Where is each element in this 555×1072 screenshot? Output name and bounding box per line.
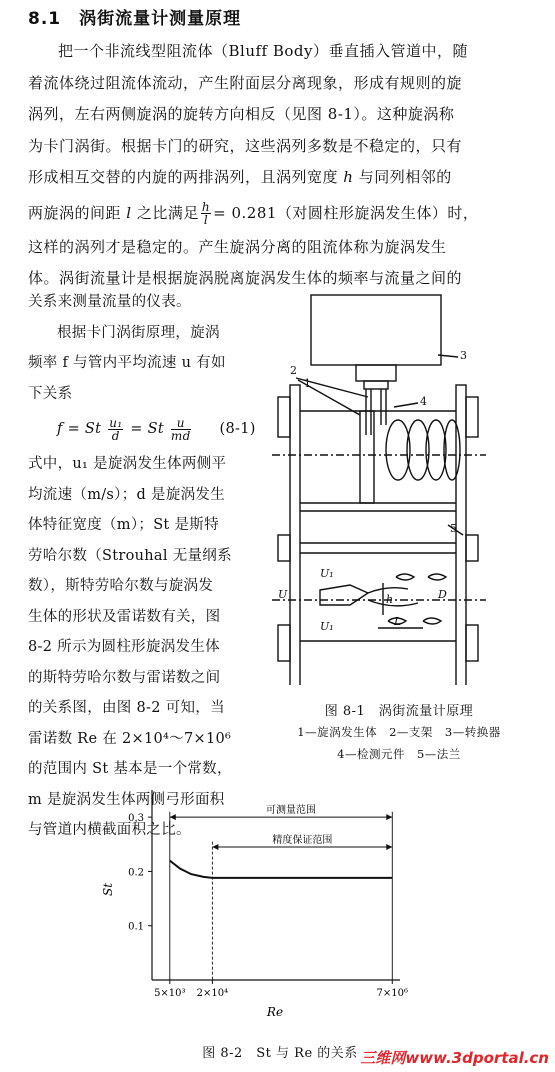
- text-line: 数），斯特劳哈尔数与旋涡发: [28, 578, 214, 594]
- formula-8-1: f = St $\frac{\text{u₁}}{d}$ = St $\frac{u}{md}$ (8-1): [57, 415, 256, 443]
- y-tick-label: 0.2: [128, 867, 144, 879]
- watermark: 三维网www.3dportal.cn: [360, 1049, 549, 1067]
- x-axis-label: Re: [266, 1005, 284, 1019]
- st-re-curve: [170, 861, 392, 878]
- text-line: 雷诺数 Re 在 2×10⁴～7×10⁶: [28, 730, 232, 747]
- x-tick-label: 5×10³: [154, 988, 186, 999]
- figure-8-2-chart: [100, 780, 420, 1020]
- text-line: 根据卡门涡街原理，旋涡: [57, 324, 220, 341]
- text-line: 均流速（m/s）；d 是旋涡发生: [28, 486, 226, 503]
- text-line: 为卡门涡街。根据卡门的研究，这些涡列多数是不稳定的，只有: [28, 136, 463, 155]
- text-line: 劳哈尔数（Strouhal 无量纲系: [28, 547, 232, 564]
- text-line: 形成相互交替的内旋的两排涡列，且涡列宽度 h 与同列相邻的: [28, 168, 452, 186]
- figure-8-2-caption: 图 8-2 St 与 Re 的关系: [202, 1046, 358, 1061]
- text-line: 的斯特劳哈尔数与雷诺数之间: [28, 669, 221, 686]
- text-line: 生体的形状及雷诺数有关，图: [28, 608, 221, 625]
- text-line: 体。涡街流量计是根据旋涡脱离旋涡发生体的频率与流量之间的: [28, 269, 463, 287]
- section-heading: 8.1 涡街流量计测量原理: [28, 9, 242, 29]
- figure-8-1-caption: 图 8-1 涡街流量计原理: [324, 704, 474, 719]
- y-axis-label: St: [101, 882, 115, 896]
- text-line: 这样的涡列才是稳定的。产生旋涡分离的阻流体称为旋涡发生: [28, 237, 447, 256]
- text-line: 体特征宽度（m）；St 是斯特: [28, 517, 219, 533]
- text-line: m 是旋涡发生体两侧弓形面积: [28, 791, 225, 808]
- label-2: 2: [290, 364, 297, 377]
- text-line: 把一个非流线型阻流体（Bluff Body）垂直插入管道中，随: [58, 42, 468, 60]
- label-u1-bottom: U₁: [320, 620, 334, 633]
- text-line: 涡列，左右两侧旋涡的旋转方向相反（见图 8-1）。这种旋涡称: [28, 105, 455, 123]
- y-tick-label: 0.3: [128, 813, 144, 825]
- measurable-range-label: 可测量范围: [266, 805, 317, 817]
- label-1: 1: [304, 377, 311, 390]
- fraction-u-md: $\frac{u}{md}$: [170, 415, 191, 443]
- label-h: h: [386, 593, 394, 606]
- label-4: 4: [420, 395, 427, 408]
- converter-box: [311, 295, 441, 365]
- text-line: 式中，u₁ 是旋涡发生体两侧平: [28, 456, 227, 472]
- text-line: 8-2 所示为圆柱形旋涡发生体: [28, 639, 220, 655]
- label-u1-top: U₁: [320, 567, 334, 580]
- text-line: 关系来测量流量的仪表。: [28, 294, 191, 310]
- label-u: U: [278, 588, 288, 601]
- text-line: 着流体绕过阻流体流动，产生附面层分离现象，形成有规则的旋: [28, 73, 463, 92]
- label-L: L: [394, 615, 402, 628]
- figure-8-1-vortex-flowmeter: [268, 285, 530, 685]
- figure-8-1-legend-2: 4—检测元件 5—法兰: [337, 747, 461, 761]
- text-line: 的范围内 St 基本是一个常数，: [28, 761, 232, 777]
- y-tick-label: 0.1: [128, 921, 144, 933]
- text-line: 两旋涡的间距 l 之比满足 $\frac{h}{l}$ = 0.281（对圆柱形旋涡发生体）时，: [28, 200, 479, 227]
- text-line: 与管道内横截面积之比。: [28, 822, 191, 838]
- accuracy-range-label: 精度保证范围: [272, 835, 333, 846]
- fraction-u1-d: $\frac{\text{u₁}}{d}$: [109, 415, 123, 443]
- x-tick-label: 7×10⁶: [376, 988, 409, 999]
- fraction-h-l: $\frac{h}{l}$: [201, 200, 211, 227]
- vortex-columns: [386, 420, 460, 480]
- text-line: 频率 f 与管内平均流速 u 有如: [28, 355, 226, 371]
- x-tick-label: 2×10⁴: [196, 988, 229, 999]
- paragraph-2: [28, 287, 268, 846]
- paragraph-1: [28, 36, 533, 295]
- text-line: 下关系: [28, 385, 73, 402]
- label-5: 5: [450, 522, 457, 535]
- figure-8-1-legend-1: 1—旋涡发生体 2—支架 3—转换器: [297, 725, 501, 739]
- text-line: 的关系图，由图 8-2 可知，当: [28, 700, 225, 716]
- label-3: 3: [460, 349, 467, 362]
- label-D: D: [438, 588, 447, 601]
